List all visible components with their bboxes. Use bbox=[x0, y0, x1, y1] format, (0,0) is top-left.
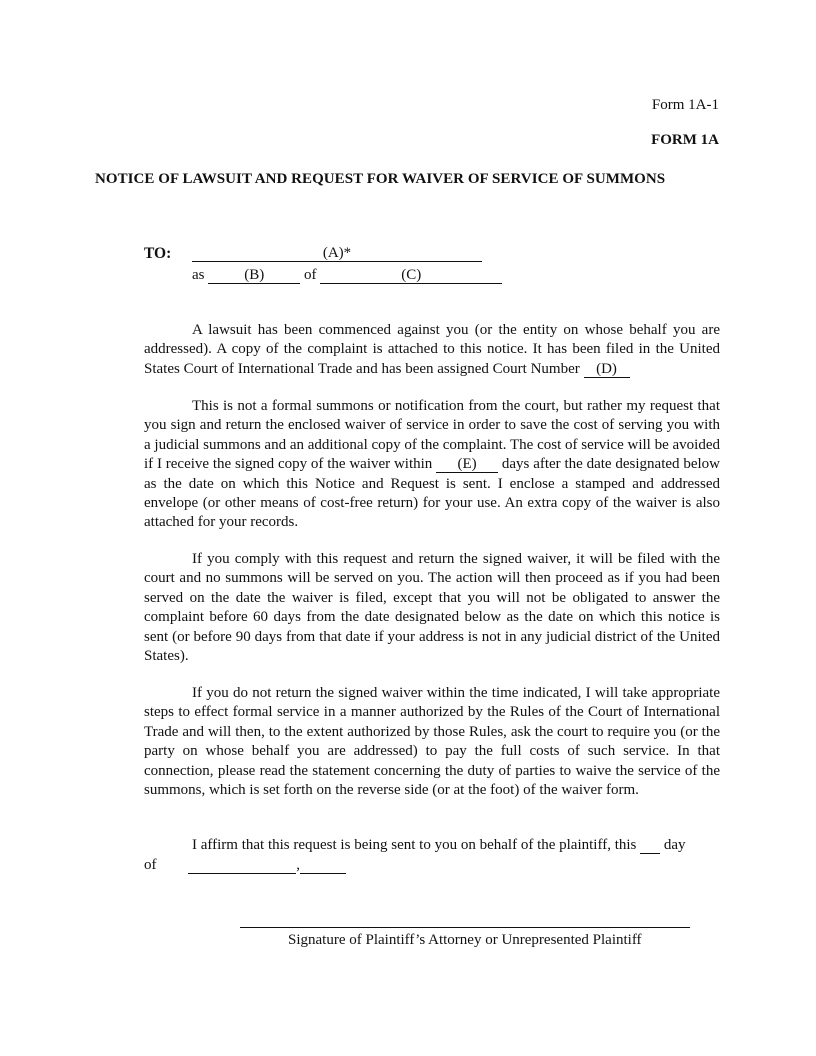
document-heading: NOTICE OF LAWSUIT AND REQUEST FOR WAIVER OF SERVICE OF SUMMONS bbox=[95, 171, 666, 187]
date-row: of , bbox=[144, 857, 346, 874]
to-label: TO: bbox=[144, 245, 172, 262]
form-number: Form 1A-1 bbox=[651, 97, 719, 113]
of-date-label: of bbox=[144, 857, 157, 873]
p5-text-a: I affirm that this request is being sent to you on behalf of the plaintiff, this bbox=[192, 837, 641, 853]
signature-line bbox=[240, 927, 690, 928]
day-blank bbox=[640, 838, 660, 854]
paragraph-comply: If you comply with this request and return the signed waiver, it will be filed with the court and no summons will be served on you. The action will then proceed as if you had been served on the date the waiver is filed, except that you will not be obligated to answer the complaint before 60 days from the date designated below as the date on which this notice is sent (or before 90 days from that date if your address is not in any judicial district of the United States). bbox=[144, 551, 720, 665]
year-blank bbox=[300, 858, 346, 874]
p2-text-a: This is not a formal summons or notification from the court, but rather my request that you sign and return the enclosed waiver of service in order to save the cost of serving you with a judicial summons and an additional copy of the complaint. The cost of service will be avoided if I receive the signed copy of the waiver within bbox=[144, 398, 720, 473]
signature-caption: Signature of Plaintiff’s Attorney or Unrepresented Plaintiff bbox=[288, 932, 642, 948]
as-of-row bbox=[192, 267, 502, 284]
to-blank: (A)* bbox=[192, 245, 482, 262]
form-title: FORM 1A bbox=[651, 132, 719, 148]
paragraph-request-waiver bbox=[144, 397, 720, 533]
p2-text-b: days after the date designated below as the date on which this Notice and Request is sent. I enclose a stamped and addressed envelope (or other means of cost-free return) for your use. An extra copy of the waiver is also attached for your records. bbox=[144, 456, 720, 531]
paragraph-affirm bbox=[144, 836, 720, 855]
p5-text-b: day bbox=[660, 837, 686, 853]
paragraph-not-return: If you do not return the signed waiver within the time indicated, I will take appropriate steps to effect formal service in a manner authorized by the Rules of the Court of International Trade and will then, to the extent authorized by those Rules, ask the court to require you (or the party on whose behalf you are addressed) to pay the full costs of such service. In that connection, please read the statement concerning the duty of parties to waive the service of the summons, which is set forth on the reverse side (or at the foot) of the waiver form. bbox=[144, 685, 720, 799]
month-blank bbox=[188, 858, 296, 874]
of-label: of bbox=[304, 267, 317, 283]
of-blank: (C) bbox=[320, 267, 502, 284]
p1-text: A lawsuit has been commenced against you (or the entity on whose behalf you are addressed). A copy of the complaint is attached to this notice. It has been filed in the United States Court of International Trade and has been assigned Court Number bbox=[144, 322, 720, 377]
as-blank: (B) bbox=[208, 267, 300, 284]
court-number-blank: (D) bbox=[584, 362, 630, 378]
paragraph-lawsuit-commenced bbox=[144, 321, 720, 379]
as-label: as bbox=[192, 267, 205, 283]
days-blank: (E) bbox=[436, 457, 498, 473]
